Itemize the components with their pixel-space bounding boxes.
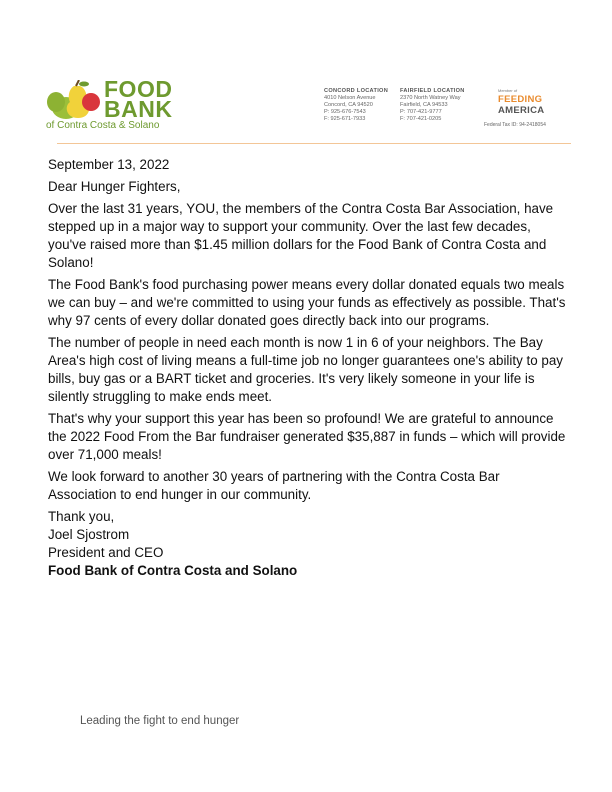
signer-organization: Food Bank of Contra Costa and Solano: [48, 563, 298, 578]
logo-bank-text: BANK: [104, 96, 173, 122]
signer-name: Joel Sjostrom: [48, 527, 130, 542]
concord-address-1: 4010 Nelson Avenue: [324, 95, 376, 101]
paragraph: The Food Bank's food purchasing power means every dollar donated equals two meals we can buy – and we're committed to using your funds as effectively as possible. That's why 97 cents of every dollar donated goes directly back into our programs.: [48, 277, 566, 328]
feeding-text: FEEDING: [498, 94, 543, 105]
salutation: Dear Hunger Fighters,: [48, 179, 181, 194]
fairfield-heading: FAIRFIELD LOCATION: [400, 88, 465, 94]
footer-tagline: Leading the fight to end hunger: [80, 715, 240, 727]
signer-title: President and CEO: [48, 545, 164, 560]
concord-location: [324, 88, 388, 123]
federal-tax-id: Federal Tax ID: 94-2418054: [484, 122, 546, 128]
paragraph: That's why your support this year has been so profound! We are grateful to announce the 2022 Food From the Bar fundraiser generated $35,887 in funds – which will provide over 71,000 meals!: [48, 411, 566, 462]
fruit-icon: [46, 80, 104, 120]
concord-heading: CONCORD LOCATION: [324, 88, 389, 94]
closing: Thank you,: [48, 509, 115, 524]
member-of-label: Member of: [498, 88, 518, 93]
fairfield-fax: F: 707-421-0205: [400, 116, 442, 122]
logo-subtitle: of Contra Costa & Solano: [46, 120, 160, 131]
paragraph: We look forward to another 30 years of partnering with the Contra Costa Bar Association to end hunger in our community.: [48, 469, 500, 502]
america-text: AMERICA: [498, 105, 545, 116]
food-bank-logo: [46, 78, 196, 133]
fairfield-address-2: Fairfield, CA 94533: [400, 102, 448, 108]
concord-fax: F: 925-671-7933: [324, 116, 366, 122]
fairfield-phone: P: 707-421-9777: [400, 109, 442, 115]
concord-address-2: Concord, CA 94520: [324, 102, 373, 108]
paragraph: The number of people in need each month is now 1 in 6 of your neighbors. The Bay Area's high cost of living means a full-time job no longer guarantees one's ability to pay bills, buy gas or a BART ticket and groceries. It's very likely someone in your life is silently struggling to make ends meet.: [48, 335, 563, 404]
fairfield-location: [400, 88, 465, 123]
logo-food-text: FOOD: [104, 76, 173, 102]
letter-date: September 13, 2022: [48, 157, 170, 172]
paragraph: Over the last 31 years, YOU, the members of the Contra Costa Bar Association, have stepped up in a major way to support your community. Over the last few decades, you've raised more than $1.45 million dollars for the Food Bank of Contra Costa and Solano!: [48, 201, 554, 270]
header-divider: [57, 143, 571, 144]
signature-block: [48, 508, 568, 580]
letter-body: [48, 156, 568, 580]
concord-phone: P: 925-676-7543: [324, 109, 366, 115]
fairfield-address-1: 2370 North Watney Way: [400, 95, 461, 101]
